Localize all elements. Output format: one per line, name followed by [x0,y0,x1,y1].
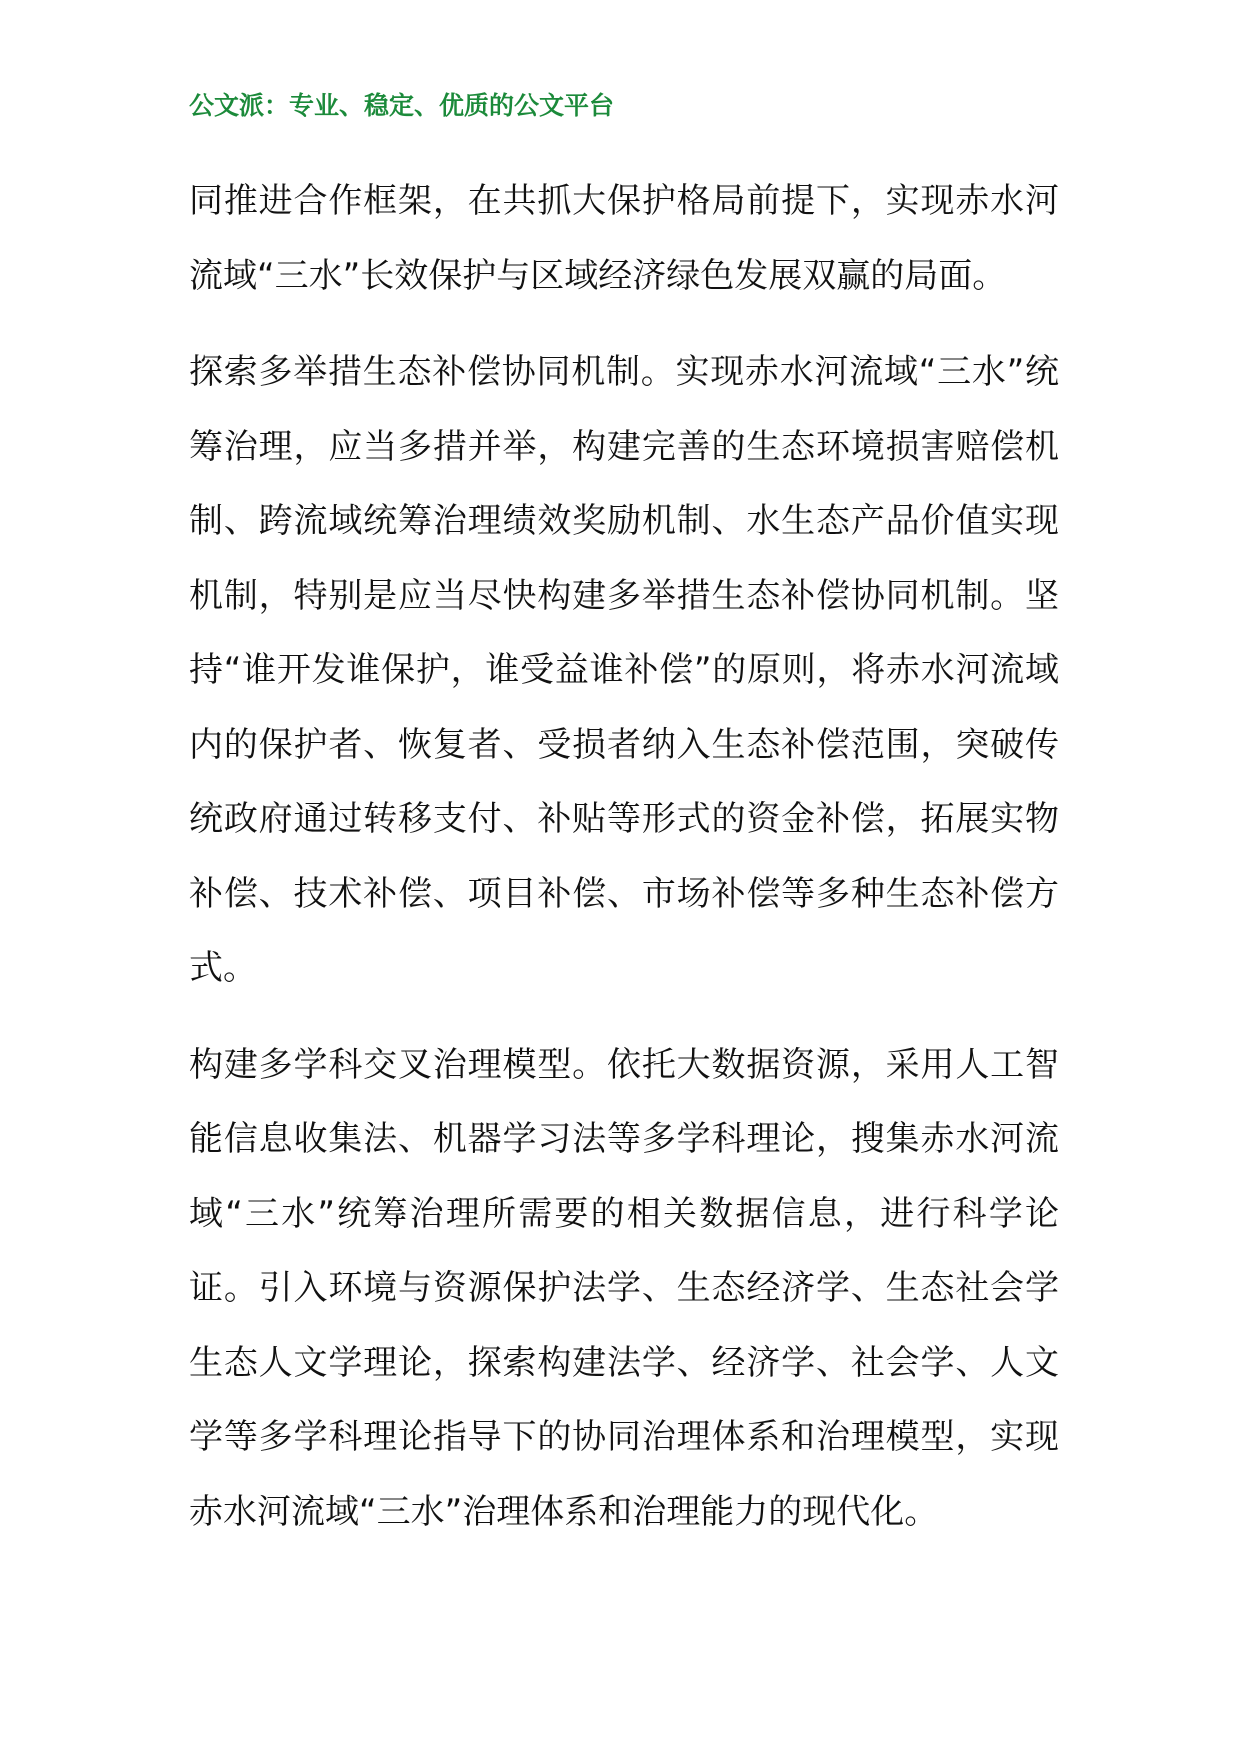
page-header: 公文派：专业、稳定、优质的公文平台 [189,91,615,120]
paragraph-3: 构建多学科交叉治理模型。依托大数据资源，采用人工智能信息收集法、机器学习法等多学科理论，搜集赤水河流域“三水”统筹治理所需要的相关数据信息，进行科学论证。引入环境与资源保护法学、生态经济学、生态社会学生态人文学理论，探索构建法学、经济学、社会学、人文学等多学科理论指导下的协同治理体系和治理模型，实现赤水河流域“三水”治理体系和治理能力的现代化。 [189,1044,1059,1532]
document-body [189,164,1059,1571]
paragraph-1: 同推进合作框架，在共抓大保护格局前提下，实现赤水河流域“三水”长效保护与区域经济绿色发展双赢的局面。 [189,181,1059,296]
paragraph-2: 探索多举措生态补偿协同机制。实现赤水河流域“三水”统筹治理，应当多措并举，构建完善的生态环境损害赔偿机制、跨流域统筹治理绩效奖励机制、水生态产品价值实现机制，特别是应当尽快构建多举措生态补偿协同机制。坚持“谁开发谁保护，谁受益谁补偿”的原则，将赤水河流域内的保护者、恢复者、受损者纳入生态补偿范围，突破传统政府通过转移支付、补贴等形式的资金补偿，拓展实物补偿、技术补偿、项目补偿、市场补偿等多种生态补偿方式。 [189,352,1059,988]
